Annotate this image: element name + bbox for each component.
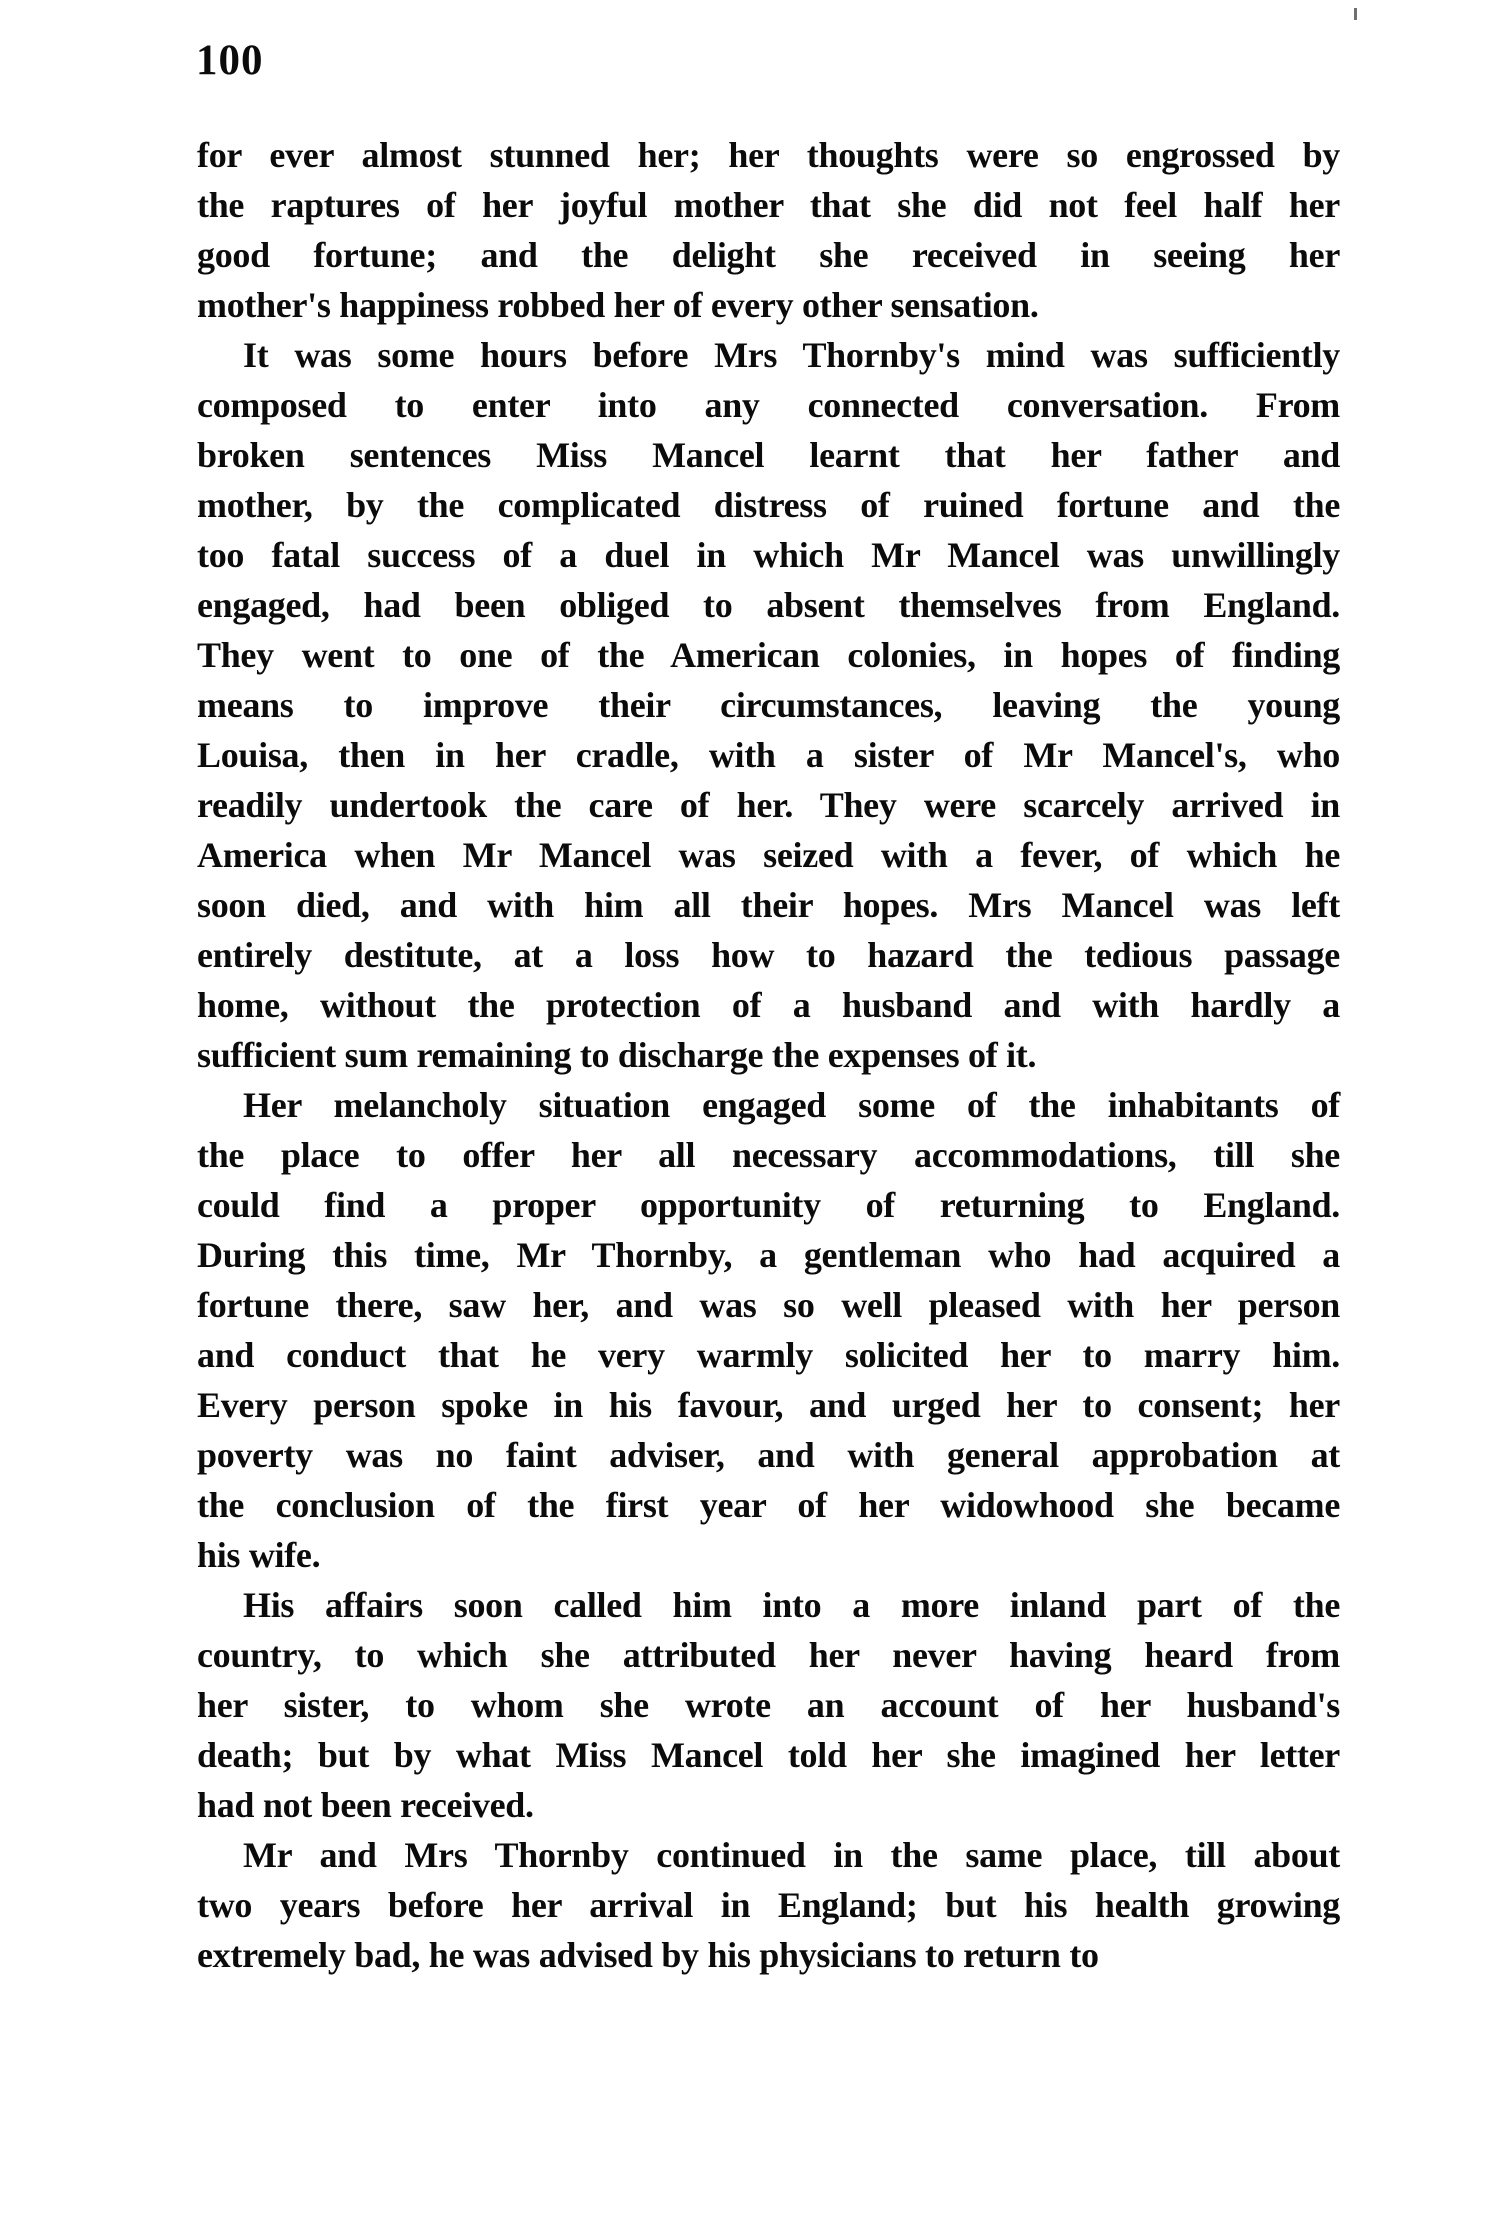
text-line: mother's happiness robbed her of every other sensation. bbox=[197, 285, 1039, 325]
text-line: two years before her arrival in England; but his health growing bbox=[197, 1885, 1340, 1925]
text-line: could find a proper opportunity of returning to England. bbox=[197, 1185, 1340, 1225]
text-line: sufficient sum remaining to discharge the expenses of it. bbox=[197, 1035, 1037, 1075]
text-line: Mr and Mrs Thornby continued in the same place, till about bbox=[243, 1835, 1340, 1875]
text-line: Every person spoke in his favour, and urged her to consent; her bbox=[197, 1385, 1340, 1425]
paragraph bbox=[197, 330, 1340, 1080]
text-line: readily undertook the care of her. They were scarcely arrived in bbox=[197, 785, 1340, 825]
text-line: Her melancholy situation engaged some of the inhabitants of bbox=[243, 1085, 1340, 1125]
text-line: means to improve their circumstances, leaving the young bbox=[197, 685, 1340, 725]
text-line: and conduct that he very warmly solicited her to marry him. bbox=[197, 1335, 1340, 1375]
text-line: home, without the protection of a husband and with hardly a bbox=[197, 985, 1340, 1025]
text-line: composed to enter into any connected conversation. From bbox=[197, 385, 1340, 425]
paragraph bbox=[197, 130, 1340, 330]
text-line: had not been received. bbox=[197, 1785, 534, 1825]
text-line: broken sentences Miss Mancel learnt that her father and bbox=[197, 435, 1340, 475]
text-line: soon died, and with him all their hopes. Mrs Mancel was left bbox=[197, 885, 1340, 925]
text-line: her sister, to whom she wrote an account of her husband's bbox=[197, 1685, 1340, 1725]
text-line: engaged, had been obliged to absent themselves from England. bbox=[197, 585, 1340, 625]
text-line: the raptures of her joyful mother that she did not feel half her bbox=[197, 185, 1340, 225]
text-line: America when Mr Mancel was seized with a fever, of which he bbox=[197, 835, 1340, 875]
body-text bbox=[197, 130, 1340, 1980]
text-line: too fatal success of a duel in which Mr Mancel was unwillingly bbox=[197, 535, 1340, 575]
text-line: the conclusion of the first year of her widowhood she became bbox=[197, 1485, 1340, 1525]
text-line: fortune there, saw her, and was so well pleased with her person bbox=[197, 1285, 1340, 1325]
paragraph bbox=[197, 1830, 1340, 1980]
text-line: His affairs soon called him into a more inland part of the bbox=[243, 1585, 1340, 1625]
text-line: his wife. bbox=[197, 1535, 321, 1575]
text-line: Louisa, then in her cradle, with a sister of Mr Mancel's, who bbox=[197, 735, 1340, 775]
page-number: 100 bbox=[196, 37, 264, 84]
text-line: During this time, Mr Thornby, a gentleman who had acquired a bbox=[197, 1235, 1340, 1275]
scan-artifact-speck bbox=[1354, 8, 1357, 20]
text-line: death; but by what Miss Mancel told her she imagined her letter bbox=[197, 1735, 1340, 1775]
text-line: country, to which she attributed her never having heard from bbox=[197, 1635, 1340, 1675]
text-line: poverty was no faint adviser, and with general approbation at bbox=[197, 1435, 1340, 1475]
text-line: the place to offer her all necessary accommodations, till she bbox=[197, 1135, 1340, 1175]
text-line: mother, by the complicated distress of ruined fortune and the bbox=[197, 485, 1340, 525]
text-line: entirely destitute, at a loss how to hazard the tedious passage bbox=[197, 935, 1340, 975]
text-line: They went to one of the American colonies, in hopes of finding bbox=[197, 635, 1340, 675]
paragraph bbox=[197, 1080, 1340, 1580]
paragraph bbox=[197, 1580, 1340, 1830]
text-line: It was some hours before Mrs Thornby's mind was sufficiently bbox=[243, 335, 1340, 375]
text-line: good fortune; and the delight she received in seeing her bbox=[197, 235, 1340, 275]
text-line: extremely bad, he was advised by his physicians to return to bbox=[197, 1935, 1099, 1975]
text-line: for ever almost stunned her; her thoughts were so engrossed by bbox=[197, 135, 1340, 175]
